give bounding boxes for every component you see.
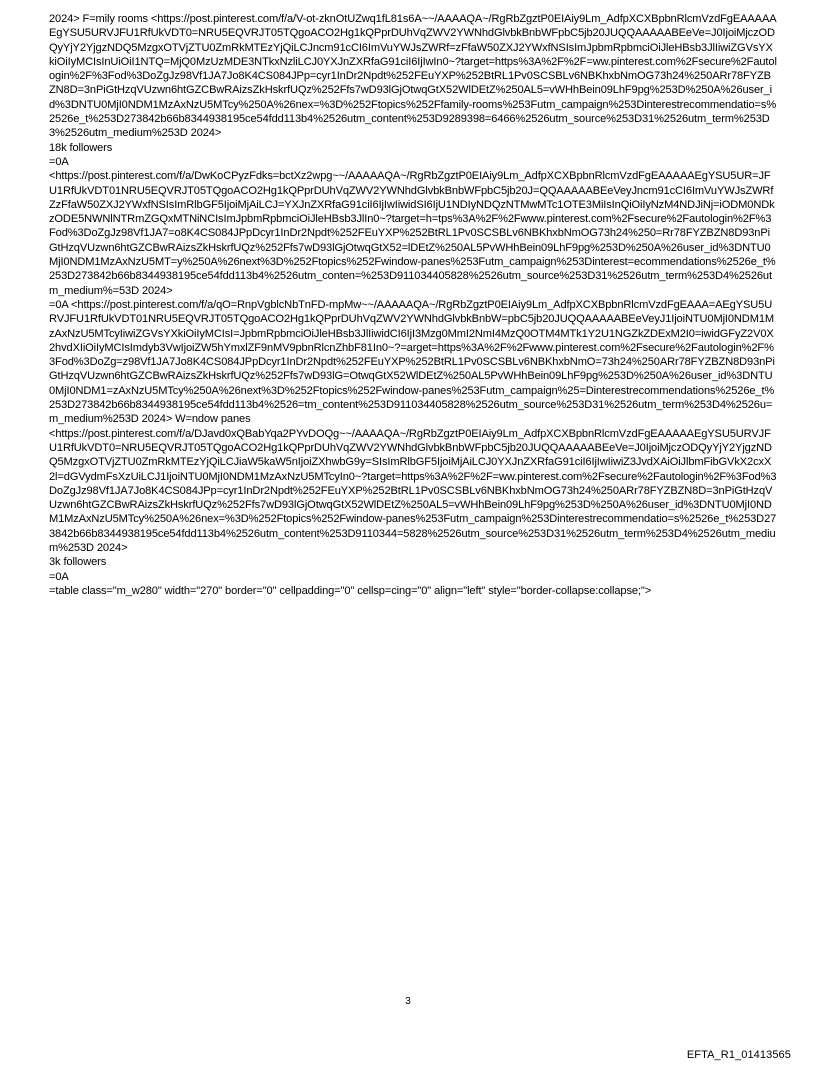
- text-line-encoded-newline-2: =0A: [49, 570, 69, 583]
- text-line-family-rooms-link: 2024> F=mily rooms <https://post.pinterest.com/f/a/V-ot-zknOtUZwq1fL81s6A~~/AAAAQA~/RgRbZgztP0EIAiy9Lm_AdfpXCXBpbnRlcmVzdFgEAAAAAEgYSU5URVJFU1RfUkVDT0=NRU5EQVRJT05TQgoACO2Hg1kQPprDUhVqZWV2YWNhdGlvbkBnbWFpbC5jb20JUQQAAAAABEeVe=J0IjoiMjczODQyYjY2YjgzNDQ5MzgxOTVjZTU0ZmRkMTEzYjQiLCJncm91cCI6ImVuYWJsZWRf=zFfaW50ZXJ2YWxfNSIsImJpbmRpbmciOiJleHBsb3JlIiwiZGVsYXkiOiIyMCIsInUiOiI1NTQ=MjQ0MzUzMDE3NTkxNzliLCJ0YXJnZXRfaG91ciI6IjIwIn0~?target=https%3A%2F%2F=ww.pinterest.com%2Fsecure%2Fautologin%2F%3Fod%3DoZgJz98Vf1JA7Jo8K4CS084JPp=cyr1InDr2Npdt%252FEuYXP%252BtRL1Pv0SCSBLv6NBKhxbNmOG73h24%250ARr78FYZBZN8D=3nPiGtHzqVUzwn6htGZCBwRAizsZkHskrfUQz%252Ffs7wD93lGjOtwqGtX52WlDEtZ%250AL5=vWHhBein09LhF9pg%253D%250A%26user_id%3DNTU0MjI0NDM1MzAxNzU5MTcy%250A%26nex=%3D%252Ftopics%252Ffamily-rooms%253Futm_campaign%253Dinterestrecommendatio=s%2526e_t%253D273842b66b8344938195ce54fdd113b4%2526utm_content%253D9289398=6466%2526utm_source%253D31%2526utm_term%253D3%2526utm_medium%253D 2024>: [49, 13, 777, 140]
- text-line-encoded-newline: =0A: [49, 155, 69, 168]
- text-line-followers-count: 18k followers: [49, 141, 113, 154]
- text-line-window-panes-link: =0A <https://post.pinterest.com/f/a/qO=RnpVgblcNbTnFD-mpMw~~/AAAAAQA~/RgRbZgztP0EIAiy9Lm_AdfpXCXBpbnRlcmVzdFgEAAA=AEgYSU5URVJFU1RfUkVDT01NRU5EQVRJT05TQgoACO2Hg1kQPprDUhVqZWV2YWNhdGlvbkBnbW=pbC5jb20JUQQAAAAABEeVeyJ1IjoiNTU0MjI0NDM1MzAxNzU5MTcyIiwiZGVsYXkiOiIyMCIsI=JpbmRpbmciOiJleHBsb3JlIiwidCI6IjI3Mzg0MmI2NmI4MzQ0OTM4MTk1Y2U1NGZkZDExM2I0=iwidGFyZ2V0X2hvdXIiOiIyMCIsImdyb3VwIjoiZW5hYmxlZF9nMV9pbnRlcnZhbF81In0~?=arget=https%3A%2F%2Fwww.pinterest.com%2Fsecure%2Fautologin%2F%3Fod%3DoZg=z98Vf1JA7Jo8K4CS084JPpDcyr1InDr2Npdt%252FEuYXP%252BtRL1Pv0SCSBLv6NBKhxbNmO=73h24%250ARr78FYZBZN8D93nPiGtHzqVUzwn6htGZCBwRAizsZkHskrfUQz%252Ffs7wD93lG=OtwqGtX52WlDEtZ%250AL5PvWHhBein09LhF9pg%253D%250A%26user_id%3DNTU0MjI0NDM1=zAxNzU5MTcy%250A%26next%3D%252Ftopics%252Fwindow-panes%253Futm_campaign%25=Dinterestrecommendations%2526e_t%253D273842b66b8344938195ce54fdd113b4%2526=tm_content%253D911034405828%2526utm_source%253D31%2526utm_term%253D4%2526u=m_medium%253D 2024> W=ndow panes: [49, 298, 775, 426]
- text-line-window-panes-topic-link: <https://post.pinterest.com/f/a/DJavd0xQBabYqa2PYvDOQg~~/AAAAQA~/RgRbZgztP0EIAiy9Lm_AdfpXCXBpbnRlcmVzdFgEAAAAAEgYSU5URVJFU1RfUkVDT0=NRU5EQVRJT05TQgoACO2Hg1kQPprDUhVqZWV2YWNhdGlvbkBnbWFpbC5jb20JUQQAAAAABEeVe=J0IjoiMjczODQyYjY2YjgzNDQ5MzgxOTVjZTU0ZmRkMTEzYjQiLCJiaW5kaW5nIjoiZXhwbG9y=SIsImRlbGF5IjoiMjAiLCJ0YXJnZXRfaG91ciI6IjIwIiwiZ3JvdXAiOiJlbmFibGVkX2cxX2l=dGVydmFsXzUiLCJ1IjoiNTU0MjI0NDM1MzAxNzU5MTcyIn0~?target=https%3A%2F%2F=ww.pinterest.com%2Fsecure%2Fautologin%2F%3Fod%3DoZgJz98Vf1JA7Jo8K4CS084JPp=cyr1InDr2Npdt%252FEuYXP%252BtRL1Pv0SCSBLv6NBKhxbNmOG73h24%250ARr78FYZBZN8D=3nPiGtHzqVUzwn6htGZCBwRAizsZkHskrfUQz%252Ffs7wD93lGjOtwqGtX52WlDEtZ%250AL5=vWHhBein09LhF9pg%253D%250A%26user_id%3DNTU0MjI0NDM1MzAxNzU5MTcy%250A%26nex=%3D%252Ftopics%252Fwindow-panes%253Futm_campaign%253Dinterestrecommendatio=s%2526e_t%253D273842b66b8344938195ce54fdd113b4%2526utm_content%253D9110344=5828%2526utm_source%253D31%2526utm_term%253D4%2526utm_medium%253D 2024>: [49, 427, 777, 554]
- text-line-followers-count-2: 3k followers: [49, 556, 107, 569]
- page-number: 3: [405, 996, 411, 1007]
- text-line-pinterest-link: <https://post.pinterest.com/f/a/DwKoCPyzFdks=bctXz2wpg~~/AAAAAQA~/RgRbZgztP0EIAiy9Lm_AdfpXCXBpbnRlcmVzdFgEAAAAAEgYSU5UR=JFU1RfUkVDT01NRU5EQVRJT05TQgoACO2Hg1kQPprDUhVqZWV2YWNhdGlvbkBnbWFpbC5jb20J=QQAAAAABEeVeyJncm91cCI6ImVuYWJsZWRfZzFfaW50ZXJ2YWxfNSIsImRlbGF5IjoiMjAiLCJ=YXJnZXRfaG91ciI6IjIwIiwidSI6IjU1NDIyNDQzNTMwMTc1OTE3MiIsInQiOiIyNzM4NDJiNj=iODM0NDkzODE5NWNlNTRmZGQxMTNiNCIsImJpbmRpbmciOiJleHBsb3JlIn0~?target=h=tps%3A%2F%2Fwww.pinterest.com%2Fsecure%2Fautologin%2F%3Fod%3DoZgJz98Vf1JA7=o8K4CS084JPpDcyr1InDr2Npdt%252FEuYXP%252BtRL1Pv0SCSBLv6NBKhxbNmOG73h24%250=Rr78FYZBZN8D93nPiGtHzqVUzwn6htGZCBwRAizsZkHskrfUQz%252Ffs7wD93lGjOtwqGtX52=lDEtZ%250AL5PvWHhBein09LhF9pg%253D%250A%26user_id%3DNTU0MjI0NDM1MzAxNzU5MT=y%250A%26next%3D%252Ftopics%252Fwindow-panes%253Futm_campaign%253Dinterest=ecommendations%2526e_t%253D273842b66b8344938195ce54fdd113b4%2526utm_conten=%253D911034405828%2526utm_source%253D31%2526utm_term%253D4%2526utm_medium%=53D 2024>: [49, 170, 776, 297]
- text-line-html-table-tag: =table class="m_w280" width="270" border="0" cellpadding="0" cellsp=cing="0" align="left" style="border-collapse:collapse;">: [49, 584, 652, 597]
- email-source-text: [49, 12, 777, 598]
- document-id: EFTA_R1_01413565: [686, 1049, 791, 1061]
